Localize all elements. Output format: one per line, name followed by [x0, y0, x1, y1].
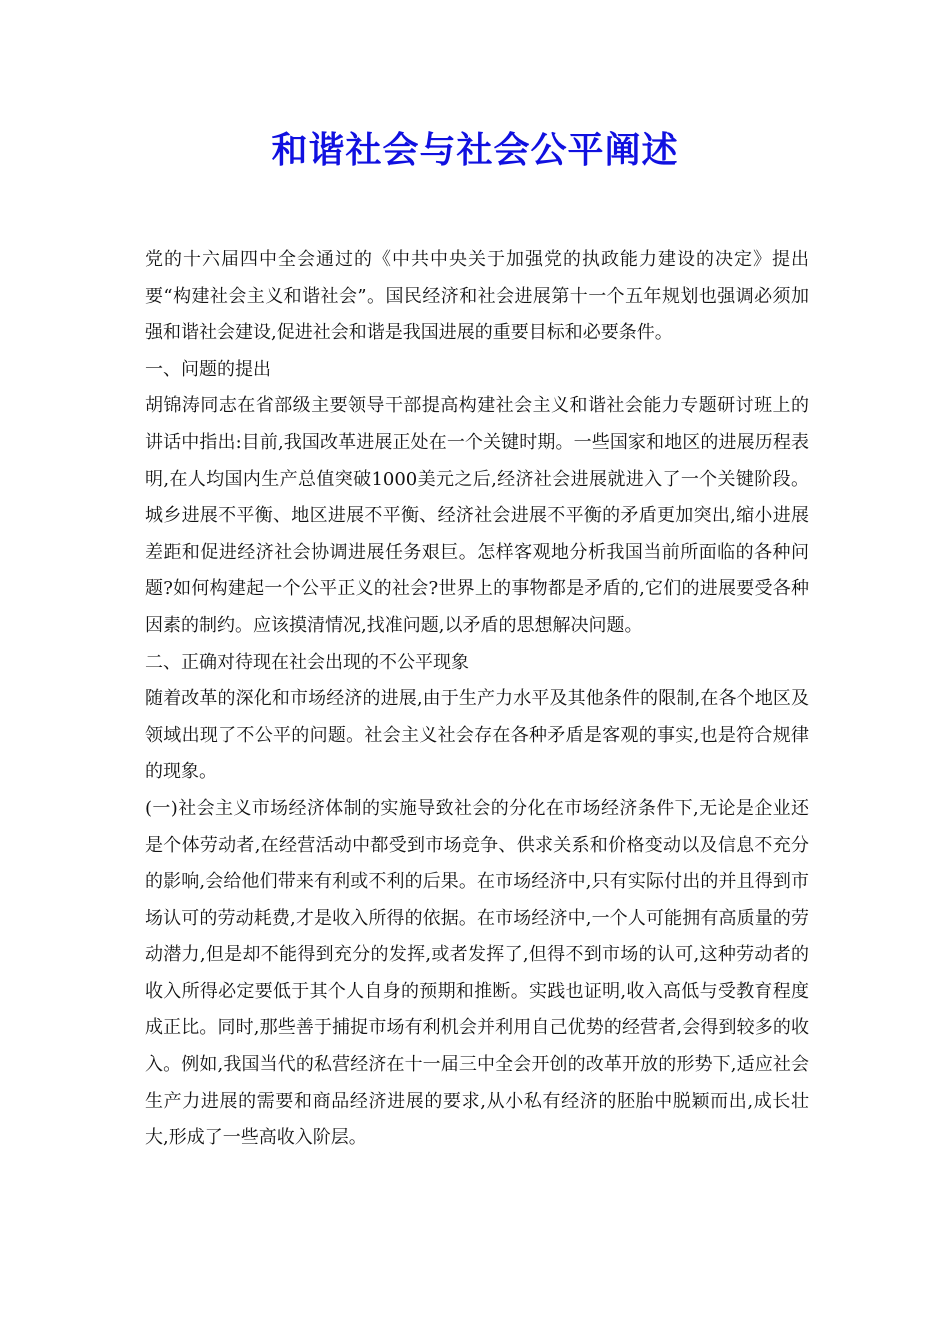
section-heading-1: 一、问题的提出 [145, 358, 271, 380]
document-body [145, 242, 809, 1157]
section-2-paragraph: 随着改革的深化和市场经济的进展,由于生产力水平及其他条件的限制,在各个地区及领域出现了不公平的问题。社会主义社会存在各种矛盾是客观的事实,也是符合规律的现象。 [145, 688, 809, 783]
document-title: 和谐社会与社会公平阐述 [271, 130, 679, 171]
section-1-paragraph: 胡锦涛同志在省部级主要领导干部提高构建社会主义和谐社会能力专题研讨班上的讲话中指出:目前,我国改革进展正处在一个关键时期。一些国家和地区的进展历程表明,在人均国内生产总值突破1000美元之后,经济社会进展就进入了一个关键阶段。城乡进展不平衡、地区进展不平衡、经济社会进展不平衡的矛盾更加突出,缩小进展差距和促进经济社会协调进展任务艰巨。怎样客观地分析我国当前所面临的各种问题?如何构建起一个公平正义的社会?世界上的事物都是矛盾的,它们的进展要受各种因素的制约。应该摸清情况,找准问题,以矛盾的思想解决问题。 [145, 395, 809, 636]
intro-paragraph: 党的十六届四中全会通过的《中共中央关于加强党的执政能力建设的决定》提出要“构建社会主义和谐社会”。国民经济和社会进展第十一个五年规划也强调必须加强和谐社会建设,促进社会和谐是我国进展的重要目标和必要条件。 [145, 249, 809, 344]
section-heading-2: 二、正确对待现在社会出现的不公平现象 [145, 651, 469, 673]
subsection-1-paragraph: (一)社会主义市场经济体制的实施导致社会的分化在市场经济条件下,无论是企业还是个体劳动者,在经营活动中都受到市场竞争、供求关系和价格变动以及信息不充分的影响,会给他们带来有利或不利的后果。在市场经济中,只有实际付出的并且得到市场认可的劳动耗费,才是收入所得的依据。在市场经济中,一个人可能拥有高质量的劳动潜力,但是却不能得到充分的发挥,或者发挥了,但得不到市场的认可,这种劳动者的收入所得必定要低于其个人自身的预期和推断。实践也证明,收入高低与受教育程度成正比。同时,那些善于捕捉市场有利机会并利用自己优势的经营者,会得到较多的收入。例如,我国当代的私营经济在十一届三中全会开创的改革开放的形势下,适应社会生产力进展的需要和商品经济进展的要求,从小私有经济的胚胎中脱颖而出,成长壮大,形成了一些高收入阶层。 [145, 797, 809, 1149]
